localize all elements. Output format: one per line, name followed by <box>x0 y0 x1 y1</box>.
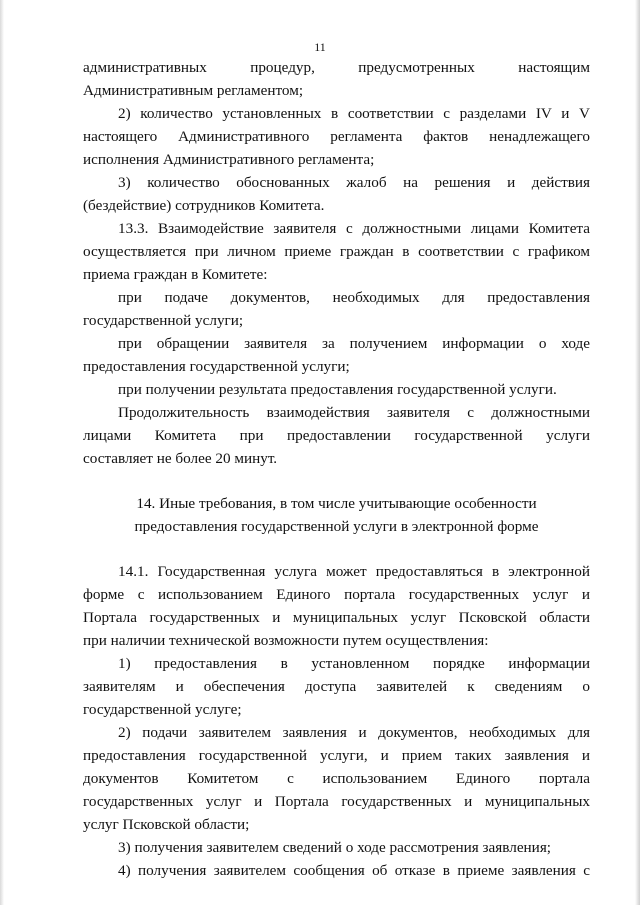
text-line: предоставления государственной услуги, и прием таких заявления и <box>83 747 590 764</box>
section-heading-line: предоставления государственной услуги в электронной форме <box>134 518 539 535</box>
text-line: Административным регламентом; <box>83 82 304 99</box>
text-line: исполнения Административного регламента; <box>83 151 375 168</box>
text-line: (бездействие) сотрудников Комитета. <box>83 197 325 214</box>
text-line: при наличии технической возможности путем осуществления: <box>83 632 489 649</box>
text-line: 1) предоставления в установленном порядке информации <box>118 655 590 672</box>
text-line: 2) количество установленных в соответствии с разделами IV и V <box>118 105 590 122</box>
text-line: Портала государственных и муниципальных услуг Псковской области <box>83 609 590 626</box>
text-line: форме с использованием Единого портала государственных услуг и <box>83 586 590 603</box>
text-line: 2) подачи заявителем заявления и документов, необходимых для <box>118 724 590 741</box>
text-line: при получении результата предоставления государственной услуги. <box>118 381 557 398</box>
text-line: осуществляется при личном приеме граждан в соответствии с графиком <box>83 243 590 260</box>
text-line: государственной услуги; <box>83 312 244 329</box>
scan-edge-left <box>0 0 4 905</box>
text-line: 13.3. Взаимодействие заявителя с должностными лицами Комитета <box>118 220 590 237</box>
text-line: 3) получения заявителем сведений о ходе рассмотрения заявления; <box>118 839 552 856</box>
text-line: Продолжительность взаимодействия заявителя с должностными <box>118 404 590 421</box>
text-line: при подаче документов, необходимых для предоставления <box>118 289 590 306</box>
text-line: приема граждан в Комитете: <box>83 266 268 283</box>
text-line: лицами Комитета при предоставлении государственной услуги <box>83 427 590 444</box>
section-heading-line: 14. Иные требования, в том числе учитывающие особенности <box>136 495 537 512</box>
page-number: 11 <box>314 40 326 54</box>
text-line: административных процедур, предусмотренных настоящим <box>83 59 590 76</box>
text-line: 3) количество обоснованных жалоб на решения и действия <box>118 174 590 191</box>
text-line: государственных услуг и Портала государственных и муниципальных <box>83 793 590 810</box>
text-line: составляет не более 20 минут. <box>83 450 278 467</box>
text-line: 14.1. Государственная услуга может предоставляться в электронной <box>118 563 590 580</box>
text-line: настоящего Административного регламента фактов ненадлежащего <box>83 128 590 145</box>
text-line: заявителям и обеспечения доступа заявителей к сведениям о <box>83 678 590 695</box>
text-line: при обращении заявителя за получением информации о ходе <box>118 335 590 352</box>
scan-edge-right <box>635 0 640 905</box>
text-line: документов Комитетом с использованием Единого портала <box>83 770 590 787</box>
text-line: государственной услуге; <box>83 701 242 718</box>
text-line: услуг Псковской области; <box>83 816 250 833</box>
text-line: 4) получения заявителем сообщения об отказе в приеме заявления с <box>118 862 590 879</box>
text-line: предоставления государственной услуги; <box>83 358 350 375</box>
